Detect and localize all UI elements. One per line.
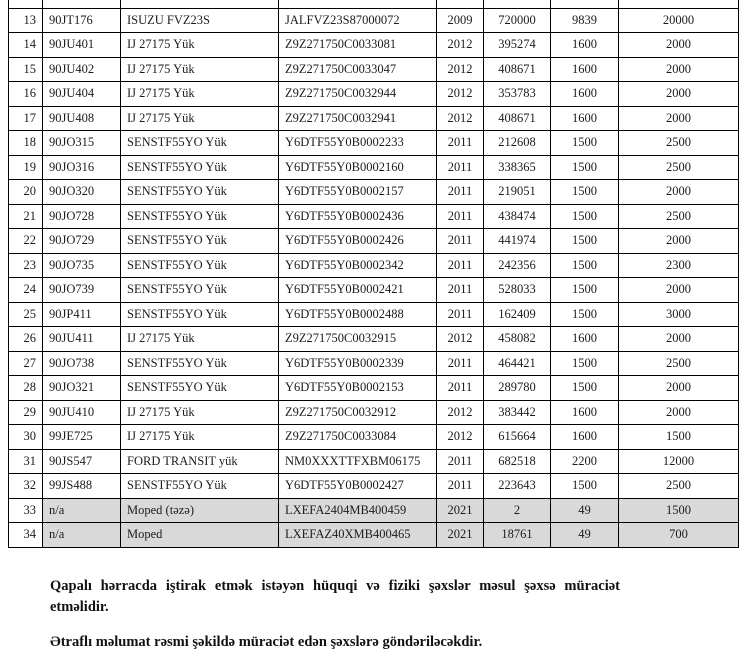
table-cell: 338365: [484, 155, 551, 180]
table-cell: 90JU408: [43, 106, 121, 131]
table-row: [9, 253, 739, 278]
table-cell: JALFVZ23S87000072: [279, 8, 437, 33]
table-cell: 2011: [437, 302, 484, 327]
table-cell: Y6DTF55Y0B0002426: [279, 229, 437, 254]
table-cell: SENSTF55YO Yük: [121, 229, 279, 254]
table-cell: Y6DTF55Y0B0002233: [279, 131, 437, 156]
table-cell: 2000: [619, 229, 739, 254]
table-cell: 9839: [551, 8, 619, 33]
table-cell: Y6DTF55Y0B0002427: [279, 474, 437, 499]
table-cell: Z9Z271750C0032912: [279, 400, 437, 425]
vehicle-table-body: [9, 0, 739, 547]
table-cell: 99JE725: [43, 425, 121, 450]
table-cell: IJ 27175 Yük: [121, 82, 279, 107]
table-cell: SENSTF55YO Yük: [121, 180, 279, 205]
table-row: [9, 400, 739, 425]
table-cell: 34: [9, 523, 43, 548]
table-cell: 2011: [437, 131, 484, 156]
table-cell: 33: [9, 498, 43, 523]
table-cell: 2011: [437, 449, 484, 474]
table-cell: 2000: [619, 82, 739, 107]
table-cell: 24: [9, 278, 43, 303]
table-cell: Y6DTF55Y0B0002342: [279, 253, 437, 278]
table-cell: SENSTF55YO Yük: [121, 253, 279, 278]
table-cell: 2011: [437, 204, 484, 229]
table-cell: IJ 27175 Yük: [121, 400, 279, 425]
table-row: [9, 82, 739, 107]
table-cell: 242356: [484, 253, 551, 278]
table-row: [9, 33, 739, 58]
table-row: [9, 351, 739, 376]
table-cell: 17: [9, 106, 43, 131]
table-cell: 2000: [619, 278, 739, 303]
table-cell: 1500: [551, 131, 619, 156]
table-cell: 1500: [619, 425, 739, 450]
table-cell: 1600: [551, 33, 619, 58]
table-cell: 2009: [437, 8, 484, 33]
table-row: [9, 131, 739, 156]
table-cell: 2500: [619, 131, 739, 156]
table-row: [9, 425, 739, 450]
table-cell: 2021: [437, 523, 484, 548]
table-cell: 1500: [551, 155, 619, 180]
table-cell: 2000: [619, 180, 739, 205]
table-row: [9, 498, 739, 523]
table-row: [9, 376, 739, 401]
table-cell: 90JU411: [43, 327, 121, 352]
table-cell: Y6DTF55Y0B0002488: [279, 302, 437, 327]
table-row: [9, 278, 739, 303]
table-cell: 1600: [551, 400, 619, 425]
table-cell: 2500: [619, 351, 739, 376]
table-cell: 2200: [551, 449, 619, 474]
table-row: [9, 106, 739, 131]
table-cell: 28: [9, 376, 43, 401]
table-cell: 2012: [437, 82, 484, 107]
table-cell: 1500: [551, 180, 619, 205]
table-cell: 90JO738: [43, 351, 121, 376]
table-cell: SENSTF55YO Yük: [121, 376, 279, 401]
table-cell: IJ 27175 Yük: [121, 106, 279, 131]
table-cell: SENSTF55YO Yük: [121, 155, 279, 180]
table-cell: 2500: [619, 155, 739, 180]
table-cell: 18: [9, 131, 43, 156]
table-cell: 90JO728: [43, 204, 121, 229]
table-cell: 353783: [484, 82, 551, 107]
table-cell: 29: [9, 400, 43, 425]
table-row: [9, 523, 739, 548]
table-cell: 720000: [484, 8, 551, 33]
table-cell: 23: [9, 253, 43, 278]
table-cell: 90JU401: [43, 33, 121, 58]
table-row: [9, 327, 739, 352]
table-cell: 20000: [619, 8, 739, 33]
table-cell: IJ 27175 Yük: [121, 57, 279, 82]
table-cell: 32: [9, 474, 43, 499]
table-cell: IJ 27175 Yük: [121, 425, 279, 450]
note-information: Ətraflı məlumat rəsmi şəkildə müraciət edən şəxslərə göndəriləcəkdir.: [50, 634, 483, 650]
table-cell: 16: [9, 82, 43, 107]
table-cell: 90JU404: [43, 82, 121, 107]
table-cell: 22: [9, 229, 43, 254]
table-cell: 219051: [484, 180, 551, 205]
table-cell: 2012: [437, 57, 484, 82]
table-cell: 2500: [619, 204, 739, 229]
table-cell: 1500: [551, 253, 619, 278]
table-cell: 90JO735: [43, 253, 121, 278]
table-cell: 26: [9, 327, 43, 352]
table-cell: 2021: [437, 498, 484, 523]
table-cell: 1600: [551, 106, 619, 131]
table-cell: Z9Z271750C0033084: [279, 425, 437, 450]
table-cell: 2011: [437, 229, 484, 254]
table-cell: 1500: [551, 204, 619, 229]
table-cell: 162409: [484, 302, 551, 327]
table-cell: 212608: [484, 131, 551, 156]
table-cell: 223643: [484, 474, 551, 499]
table-cell: 2000: [619, 400, 739, 425]
table-cell: 395274: [484, 33, 551, 58]
table-row: [9, 8, 739, 33]
clipped-row: [9, 0, 739, 8]
table-cell: FORD TRANSIT yük: [121, 449, 279, 474]
table-cell: 2: [484, 498, 551, 523]
table-cell: 2011: [437, 351, 484, 376]
table-cell: 18761: [484, 523, 551, 548]
table-cell: 1500: [551, 278, 619, 303]
table-cell: n/a: [43, 523, 121, 548]
table-cell: 2012: [437, 327, 484, 352]
table-cell: 1500: [551, 229, 619, 254]
table-cell: SENSTF55YO Yük: [121, 204, 279, 229]
table-cell: Z9Z271750C0033081: [279, 33, 437, 58]
table-cell: 90JU410: [43, 400, 121, 425]
table-cell: 458082: [484, 327, 551, 352]
table-cell: 2000: [619, 327, 739, 352]
table-cell: 1500: [551, 302, 619, 327]
table-cell: 20: [9, 180, 43, 205]
table-cell: LXEFA2404MB400459: [279, 498, 437, 523]
table-cell: 1500: [619, 498, 739, 523]
table-row: [9, 229, 739, 254]
table-cell: 2500: [619, 474, 739, 499]
table-cell: 1500: [551, 376, 619, 401]
table-row: [9, 180, 739, 205]
table-cell: 30: [9, 425, 43, 450]
table-cell: 408671: [484, 106, 551, 131]
table-cell: 700: [619, 523, 739, 548]
table-cell: n/a: [43, 498, 121, 523]
table-cell: 90JS547: [43, 449, 121, 474]
table-cell: SENSTF55YO Yük: [121, 278, 279, 303]
table-cell: 1600: [551, 57, 619, 82]
table-cell: 615664: [484, 425, 551, 450]
table-cell: 99JS488: [43, 474, 121, 499]
table-cell: Moped (təzə): [121, 498, 279, 523]
table-cell: Y6DTF55Y0B0002153: [279, 376, 437, 401]
table-cell: 90JO316: [43, 155, 121, 180]
table-cell: 2011: [437, 253, 484, 278]
table-cell: 2011: [437, 155, 484, 180]
table-cell: 1500: [551, 474, 619, 499]
table-cell: Y6DTF55Y0B0002339: [279, 351, 437, 376]
table-cell: SENSTF55YO Yük: [121, 131, 279, 156]
table-cell: 289780: [484, 376, 551, 401]
table-cell: 2012: [437, 400, 484, 425]
table-cell: ISUZU FVZ23S: [121, 8, 279, 33]
table-cell: Z9Z271750C0032941: [279, 106, 437, 131]
table-row: [9, 204, 739, 229]
table-cell: 2012: [437, 425, 484, 450]
table-cell: IJ 27175 Yük: [121, 33, 279, 58]
table-cell: 2012: [437, 106, 484, 131]
table-cell: 2011: [437, 278, 484, 303]
table-cell: Z9Z271750C0033047: [279, 57, 437, 82]
table-cell: 528033: [484, 278, 551, 303]
table-cell: 14: [9, 33, 43, 58]
table-cell: Y6DTF55Y0B0002160: [279, 155, 437, 180]
table-cell: SENSTF55YO Yük: [121, 474, 279, 499]
table-cell: 1600: [551, 82, 619, 107]
table-cell: 3000: [619, 302, 739, 327]
table-cell: 90JO321: [43, 376, 121, 401]
table-cell: 19: [9, 155, 43, 180]
table-cell: 2300: [619, 253, 739, 278]
table-cell: 1500: [551, 351, 619, 376]
table-cell: 90JP411: [43, 302, 121, 327]
table-cell: 1600: [551, 327, 619, 352]
table-cell: 2011: [437, 474, 484, 499]
table-cell: NM0XXXTTFXBM06175: [279, 449, 437, 474]
table-cell: 383442: [484, 400, 551, 425]
table-cell: SENSTF55YO Yük: [121, 351, 279, 376]
table-cell: 25: [9, 302, 43, 327]
table-cell: Z9Z271750C0032915: [279, 327, 437, 352]
table-cell: Moped: [121, 523, 279, 548]
table-cell: 438474: [484, 204, 551, 229]
vehicle-table: [8, 0, 739, 548]
table-cell: IJ 27175 Yük: [121, 327, 279, 352]
table-row: [9, 155, 739, 180]
table-cell: 90JU402: [43, 57, 121, 82]
footer-notes: [50, 576, 620, 653]
table-row: [9, 474, 739, 499]
table-cell: 441974: [484, 229, 551, 254]
table-cell: SENSTF55YO Yük: [121, 302, 279, 327]
table-cell: 13: [9, 8, 43, 33]
table-row: [9, 302, 739, 327]
table-cell: 21: [9, 204, 43, 229]
table-cell: 464421: [484, 351, 551, 376]
table-cell: Y6DTF55Y0B0002436: [279, 204, 437, 229]
table-cell: 90JT176: [43, 8, 121, 33]
table-cell: 2000: [619, 33, 739, 58]
table-cell: 2000: [619, 106, 739, 131]
table-cell: 49: [551, 498, 619, 523]
table-cell: 2012: [437, 33, 484, 58]
table-cell: 1600: [551, 425, 619, 450]
table-cell: 408671: [484, 57, 551, 82]
table-cell: 2000: [619, 376, 739, 401]
table-cell: 27: [9, 351, 43, 376]
table-row: [9, 449, 739, 474]
table-cell: 682518: [484, 449, 551, 474]
table-cell: 31: [9, 449, 43, 474]
table-cell: 2011: [437, 376, 484, 401]
table-cell: 90JO729: [43, 229, 121, 254]
table-cell: 15: [9, 57, 43, 82]
table-cell: 49: [551, 523, 619, 548]
table-cell: Y6DTF55Y0B0002157: [279, 180, 437, 205]
table-cell: 90JO739: [43, 278, 121, 303]
table-cell: Y6DTF55Y0B0002421: [279, 278, 437, 303]
table-cell: LXEFAZ40XMB400465: [279, 523, 437, 548]
table-cell: 2011: [437, 180, 484, 205]
table-cell: Z9Z271750C0032944: [279, 82, 437, 107]
table-cell: 90JO320: [43, 180, 121, 205]
table-cell: 2000: [619, 57, 739, 82]
table-cell: 12000: [619, 449, 739, 474]
table-row: [9, 57, 739, 82]
note-participation: Qapalı hərracda iştirak etmək istəyən hüquqi və fiziki şəxslər məsul şəxsə müraciət etməlidir.: [50, 578, 620, 615]
table-cell: 90JO315: [43, 131, 121, 156]
